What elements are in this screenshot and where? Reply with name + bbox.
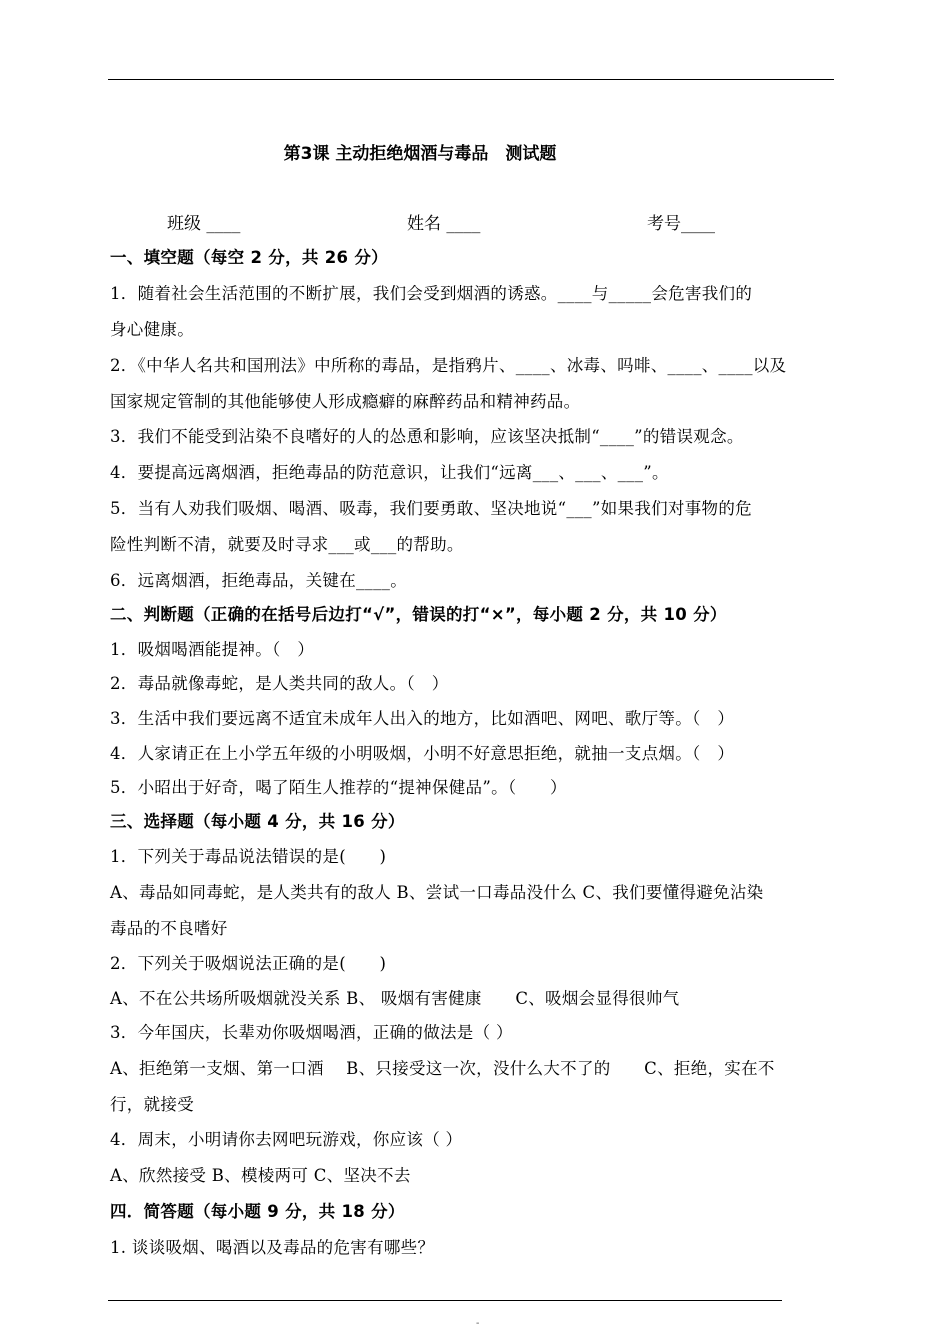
question-line: 4．人家请正在上小学五年级的小明吸烟，小明不好意思拒绝，就抽一支点烟。（ ） [110, 744, 735, 763]
question-line: 4．周末，小明请你去网吧玩游戏，你应该（ ） [110, 1130, 463, 1149]
exam-number-field: 考号____ [647, 214, 715, 234]
name-field: 姓名 ____ [407, 214, 481, 234]
question-line: 行，就接受 [110, 1095, 194, 1114]
question-line: 5．当有人劝我们吸烟、喝酒、吸毒，我们要勇敢、坚决地说“___”如果我们对事物的危 [110, 499, 752, 518]
question-line: 6．远离烟酒，拒绝毒品，关键在____。 [110, 571, 407, 590]
question-line: 5．小昭出于好奇，喝了陌生人推荐的“提神保健品”。（ ） [110, 778, 567, 797]
question-line: 2．毒品就像毒蛇，是人类共同的敌人。（ ） [110, 674, 449, 693]
question-line: A、毒品如同毒蛇，是人类共有的敌人 B、尝试一口毒品没什么 C、我们要懂得避免沾染 [110, 883, 764, 902]
question-line: 1. 谈谈吸烟、喝酒以及毒品的危害有哪些？ [110, 1238, 435, 1257]
question-line: 3．今年国庆，长辈劝你吸烟喝酒，正确的做法是（ ） [110, 1023, 513, 1042]
section-heading: 三、选择题（每小题 4 分，共 16 分） [110, 812, 405, 831]
question-line: 1．下列关于毒品说法错误的是( ) [110, 847, 387, 866]
section-heading: 四．简答题（每小题 9 分，共 18 分） [110, 1202, 405, 1221]
question-line: 4．要提高远离烟酒，拒绝毒品的防范意识，让我们“远离___、___、___”。 [110, 463, 669, 482]
bottom-rule [108, 1300, 782, 1301]
section-heading: 二、判断题（正确的在括号后边打“√”，错误的打“×”，每小题 2 分，共 10 分） [110, 605, 727, 624]
page-title [0, 139, 950, 164]
question-line: 身心健康。 [110, 320, 194, 339]
question-line: 3．生活中我们要远离不适宜未成年人出入的地方，比如酒吧、网吧、歌厅等。（ ） [110, 709, 735, 728]
top-rule [108, 79, 834, 80]
question-line: 2．《中华人名共和国刑法》中所称的毒品，是指鸦片、____、冰毒、吗啡、____、____以及 [110, 356, 787, 375]
class-field: 班级 ____ [167, 214, 241, 234]
question-line: 毒品的不良嗜好 [110, 919, 228, 938]
question-line: 国家规定管制的其他能够使人形成瘾癖的麻醉药品和精神药品。 [110, 392, 581, 411]
question-line: 险性判断不清，就要及时寻求___或___的帮助。 [110, 535, 464, 554]
question-line: 3．我们不能受到沾染不良嗜好的人的怂恿和影响，应该坚决抵制“____”的错误观念。 [110, 427, 744, 446]
question-line: 2．下列关于吸烟说法正确的是( ) [110, 954, 387, 973]
page-title-text: 第3课 主动拒绝烟酒与毒品 测试题 [283, 144, 557, 164]
page-mark: - [476, 1318, 480, 1329]
question-line: 1．随着社会生活范围的不断扩展，我们会受到烟酒的诱惑。____与_____会危害我们的 [110, 284, 753, 303]
question-line: A、拒绝第一支烟、第一口酒 B、只接受这一次，没什么大不了的 C、拒绝，实在不 [110, 1059, 775, 1078]
section-heading: 一、填空题（每空 2 分，共 26 分） [110, 248, 388, 267]
question-line: A、欣然接受 B、模棱两可 C、坚决不去 [110, 1166, 411, 1185]
question-line: A、不在公共场所吸烟就没关系 B、 吸烟有害健康 C、吸烟会显得很帅气 [110, 989, 680, 1008]
question-line: 1．吸烟喝酒能提神。（ ） [110, 640, 315, 659]
